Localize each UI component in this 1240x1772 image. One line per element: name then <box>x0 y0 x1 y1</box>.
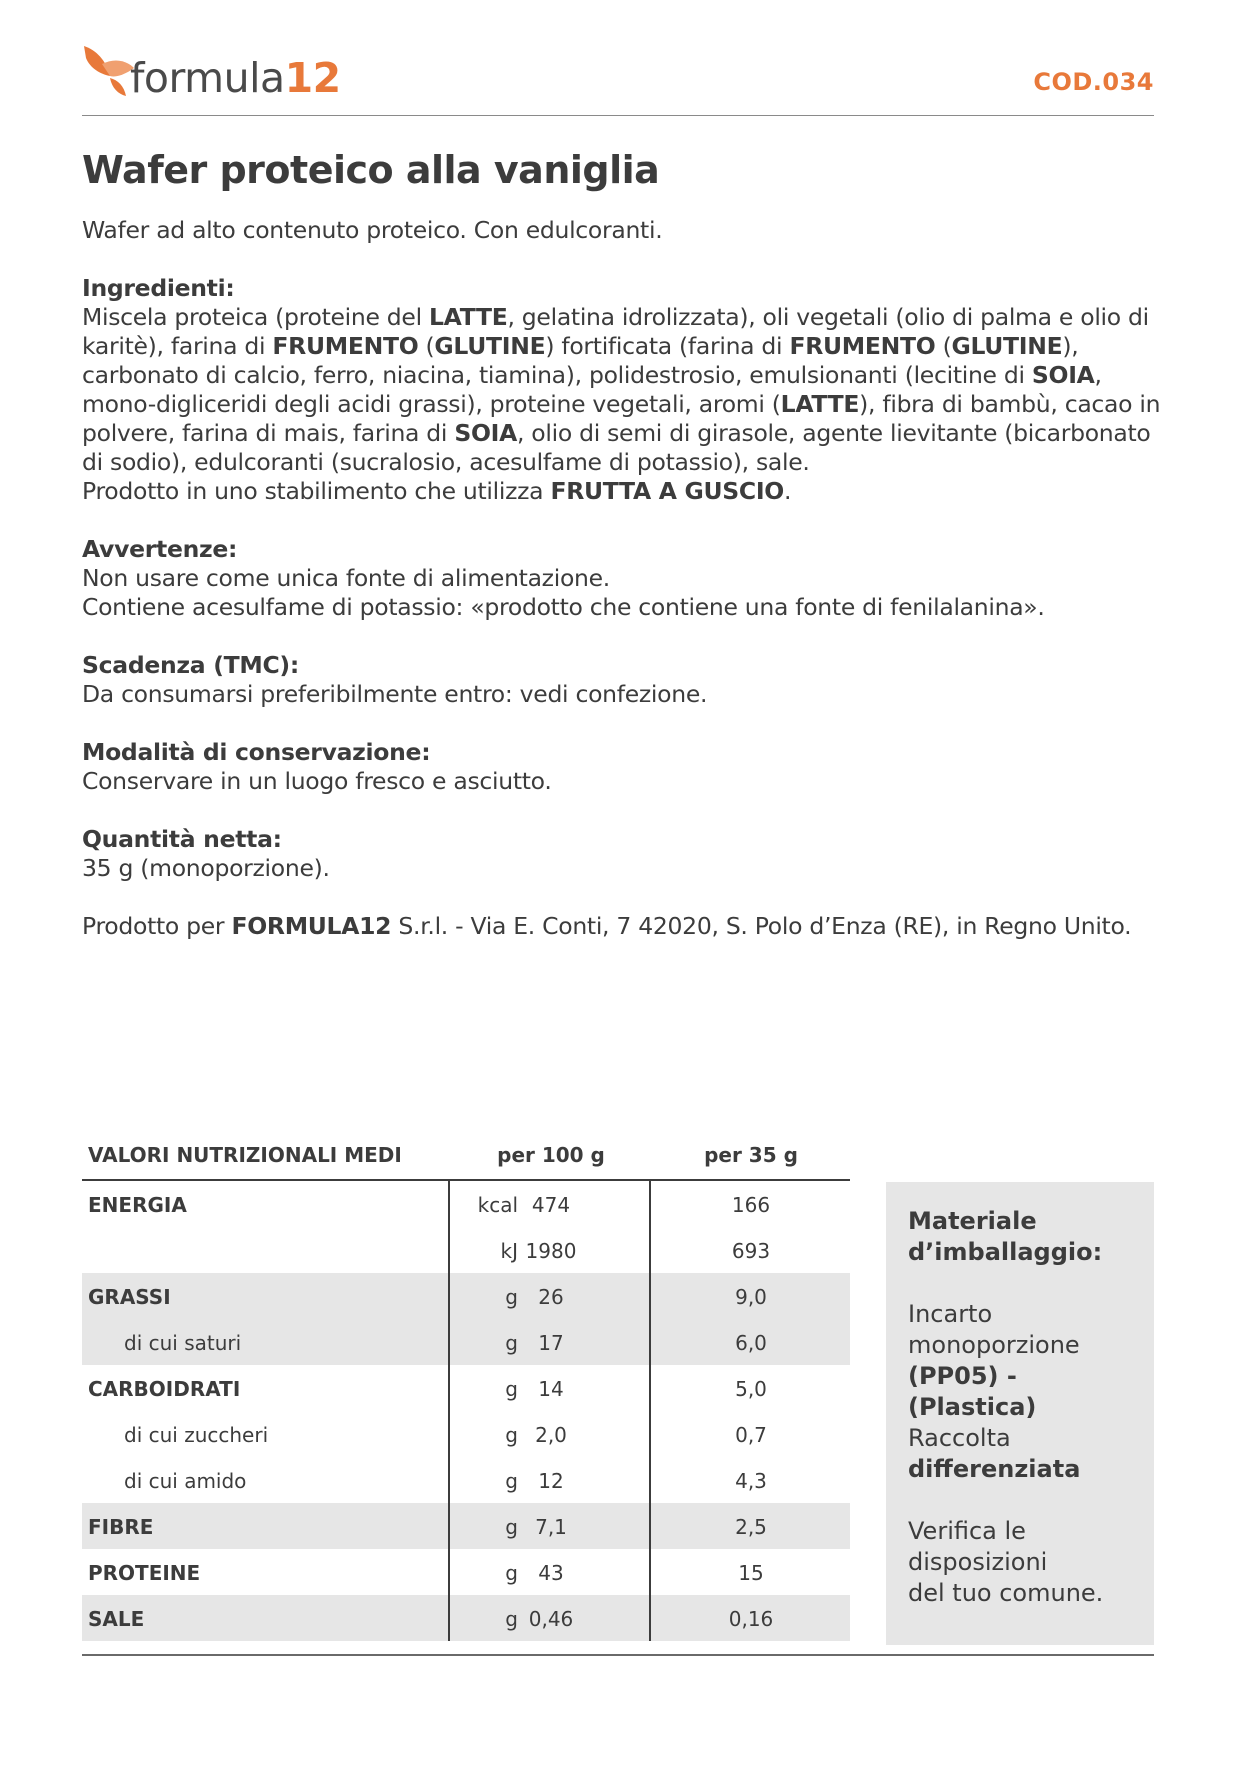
table-row: di cui amido g 12 4,3 <box>124 1469 767 1493</box>
table-row: SALE g 0,46 0,16 <box>82 1595 850 1641</box>
column-divider <box>649 1181 651 1641</box>
column-divider <box>448 1181 450 1641</box>
packaging-line: differenziata <box>908 1455 1081 1483</box>
table-row: FIBRE g 7,1 2,5 <box>82 1503 850 1549</box>
packaging-material: (PP05) - (Plastica) <box>908 1362 1037 1421</box>
nutrition-title: VALORI NUTRIZIONALI MEDI <box>88 1143 402 1167</box>
table-row: di cui zuccheri g 2,0 0,7 <box>124 1423 767 1447</box>
footer-divider <box>82 1654 1154 1656</box>
warnings-heading: Avvertenze: <box>82 535 238 563</box>
packaging-info-box <box>886 1182 1154 1645</box>
intro-text: Wafer ad alto contenuto proteico. Con edulcoranti. <box>82 216 663 244</box>
ingredients-heading: Ingredienti: <box>82 274 235 302</box>
brand-word: formula <box>130 54 285 102</box>
warning-line: Contiene acesulfame di potassio: «prodotto che contiene una fonte di fenilalanina». <box>82 593 1045 621</box>
butterfly-icon <box>80 44 136 106</box>
expiry-heading: Scadenza (TMC): <box>82 651 299 679</box>
packaging-line: Incarto <box>908 1300 993 1328</box>
nutrition-table <box>82 1131 850 1641</box>
page-title: Wafer proteico alla vaniglia <box>82 148 660 192</box>
packaging-line: Raccolta <box>908 1424 1011 1452</box>
table-row: PROTEINE g 43 15 <box>88 1561 764 1585</box>
brand-number: 12 <box>284 54 341 102</box>
column-per-100g: per 100 g <box>497 1143 605 1167</box>
verify-line: disposizioni <box>908 1548 1048 1576</box>
packaging-heading: Materiale <box>908 1207 1037 1235</box>
storage-text: Conservare in un luogo fresco e asciutto. <box>82 767 552 795</box>
quantity-heading: Quantità netta: <box>82 825 282 853</box>
packaging-heading: d’imballaggio: <box>908 1238 1103 1266</box>
table-row: ENERGIA kcal 474 166 <box>88 1193 771 1217</box>
brand-logo <box>80 44 340 110</box>
storage-heading: Modalità di conservazione: <box>82 738 431 766</box>
ingredients-text: Miscela proteica (proteine del LATTE, gelatina idrolizzata), oli vegetali (olio di palma e olio di karitè), farina di FRUMENTO (GLUTINE) fortificata (farina di FRUMENTO (GLUTINE), carbonato di calcio, ferro, niacina, tiamina), polidestrosio, emulsionanti (lecitine di SOIA, mono-digliceridi degli acidi grassi), proteine vegetali, aromi (LATTE), fibra di bambù, cacao in polvere, farina di mais, farina di SOIA, olio di semi di girasole, agente lievitante (bicarbonato di sodio), edulcoranti (sucralosio, acesulfame di potassio), sale. <box>82 303 1161 476</box>
product-description <box>82 216 1162 941</box>
expiry-text: Da consumarsi preferibilmente entro: vedi confezione. <box>82 680 708 708</box>
nutrition-header <box>82 1131 850 1181</box>
table-row: GRASSI g 26 9,0 <box>82 1273 850 1319</box>
product-code: COD.034 <box>1033 68 1154 96</box>
header-divider <box>82 115 1154 116</box>
packaging-line: monoporzione <box>908 1331 1080 1359</box>
quantity-text: 35 g (monoporzione). <box>82 854 330 882</box>
table-row: CARBOIDRATI g 14 5,0 <box>88 1377 767 1401</box>
table-row: kJ 1980 693 <box>500 1239 771 1263</box>
verify-line: Verifica le <box>908 1517 1026 1545</box>
producer-text: Prodotto per FORMULA12 S.r.l. - Via E. Conti, 7 42020, S. Polo d’Enza (RE), in Regno Unito. <box>82 912 1132 940</box>
verify-line: del tuo comune. <box>908 1579 1104 1607</box>
brand-name <box>130 54 341 102</box>
table-row: di cui saturi g 17 6,0 <box>82 1319 850 1365</box>
warning-line: Non usare come unica fonte di alimentazione. <box>82 564 610 592</box>
facility-note: Prodotto in uno stabilimento che utilizza FRUTTA A GUSCIO. <box>82 477 792 505</box>
column-per-35g: per 35 g <box>704 1143 798 1167</box>
